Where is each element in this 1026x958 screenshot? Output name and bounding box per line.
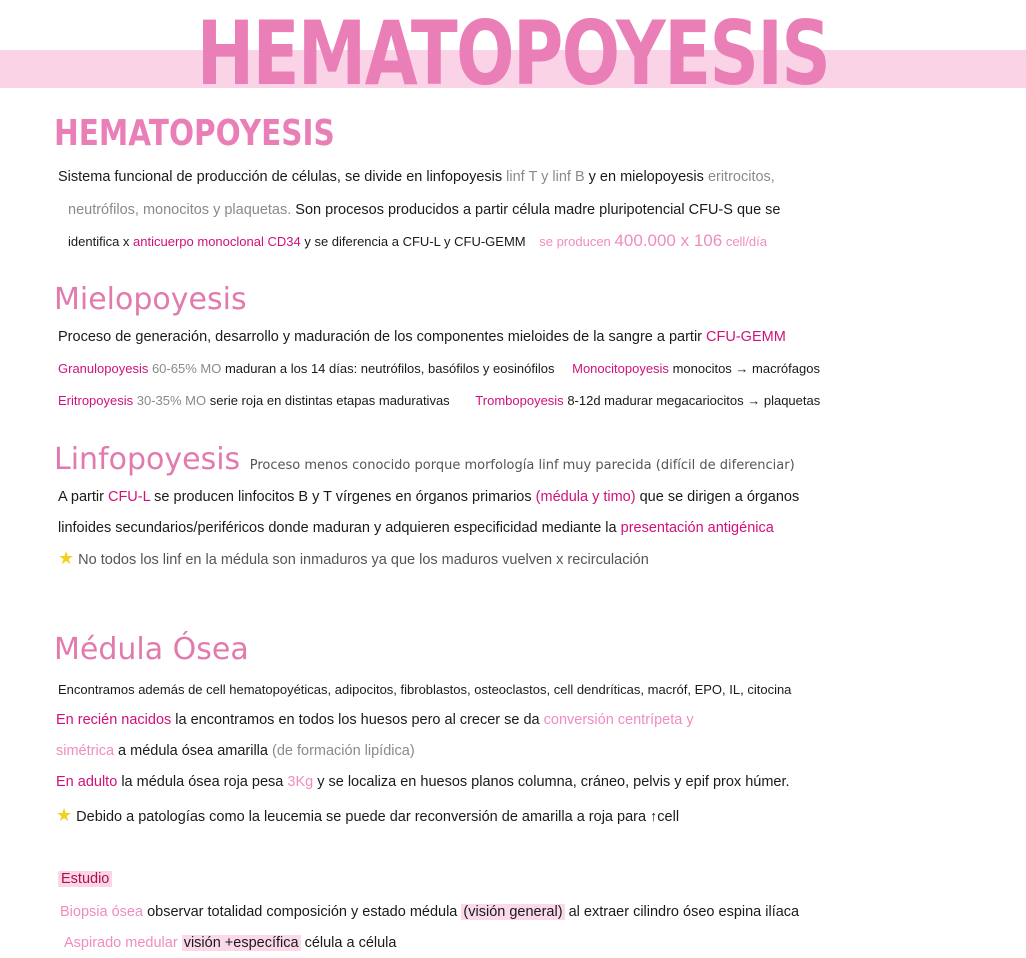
medula-line-3 bbox=[56, 740, 415, 762]
hemato-line-1 bbox=[58, 166, 775, 188]
estudio-heading bbox=[58, 868, 112, 890]
text: al extraer cilindro óseo espina ilíaca bbox=[568, 904, 800, 920]
text: serie roja en distintas etapas madurativas bbox=[209, 393, 450, 408]
mielo-line-3 bbox=[58, 390, 820, 412]
text-vision-especifica: visión +específica bbox=[183, 935, 299, 951]
text: a médula ósea amarilla bbox=[118, 743, 268, 759]
text: que se dirigen a órganos bbox=[639, 489, 800, 505]
text: célula a célula bbox=[304, 935, 397, 951]
text-cfu-gemm: CFU-GEMM bbox=[706, 329, 786, 345]
text-percent: 60-65% MO bbox=[151, 361, 222, 376]
text-percent: 30-35% MO bbox=[136, 393, 207, 408]
hemato-line-2 bbox=[68, 199, 781, 221]
text-simetrica: simétrica bbox=[56, 743, 115, 759]
text-conversion: conversión centrípeta y bbox=[543, 712, 694, 728]
estudio-line-1 bbox=[60, 901, 799, 923]
text-cells: neutrófilos, monocitos y plaquetas. bbox=[68, 202, 292, 218]
text-presentacion: presentación antigénica bbox=[620, 520, 774, 536]
text-trombopoyesis: Trombopoyesis bbox=[475, 393, 564, 408]
text: se producen linfocitos B y T vírgenes en órganos primarios bbox=[154, 489, 532, 505]
linfo-line-2 bbox=[58, 517, 774, 539]
text: Sistema funcional de producción de células, se divide en linfopoyesis bbox=[58, 169, 503, 185]
section-title-mielopoyesis: Mielopoyesis bbox=[54, 282, 247, 317]
text-unidad: cell/día bbox=[725, 234, 768, 249]
text-biopsia: Biopsia ósea bbox=[60, 904, 144, 920]
hemato-line-3 bbox=[68, 230, 767, 253]
text-eritrocitos: eritrocitos, bbox=[707, 169, 775, 185]
text: la médula ósea roja pesa bbox=[121, 774, 284, 790]
title-text: Linfopoyesis bbox=[54, 442, 241, 477]
text-en-adulto: En adulto bbox=[56, 774, 118, 790]
text-cd34: anticuerpo monoclonal CD34 bbox=[133, 234, 301, 249]
linfo-line-3 bbox=[58, 547, 649, 571]
text: la encontramos en todos los huesos pero al crecer se da bbox=[175, 712, 540, 728]
page-title: HEMATOPOYESIS bbox=[196, 2, 830, 105]
text-producen: se producen bbox=[539, 234, 611, 249]
medula-line-5 bbox=[56, 804, 679, 828]
estudio-title: Estudio bbox=[58, 871, 112, 887]
section-title-medula: Médula Ósea bbox=[54, 632, 249, 667]
text-cantidad: 400.000 x 106 bbox=[614, 231, 723, 250]
text: Encontramos además de cell hematopoyéticas, adipocitos, fibroblastos, osteoclastos, cell dendríticas, macróf, EPO, IL, citocina bbox=[58, 682, 792, 697]
text: Proceso de generación, desarrollo y maduración de los componentes mieloides de la sangre a partir bbox=[58, 329, 703, 345]
text: Debido a patologías como la leucemia se puede dar reconversión de amarilla a roja para ↑cell bbox=[76, 809, 680, 825]
text: monocitos → macrófagos bbox=[672, 361, 820, 376]
medula-line-4 bbox=[56, 771, 790, 793]
star-icon: ★ bbox=[58, 548, 75, 568]
text-aspirado: Aspirado medular bbox=[64, 935, 178, 951]
text-cfu-l: CFU-L bbox=[107, 489, 151, 505]
mielo-line-1 bbox=[58, 326, 786, 348]
text-formacion: (de formación lipídica) bbox=[272, 743, 415, 759]
text: y se diferencia a CFU-L y CFU-GEMM bbox=[304, 234, 526, 249]
estudio-line-2 bbox=[64, 932, 396, 954]
text-vision-general: (visión general) bbox=[463, 904, 563, 920]
text-monocitopoyesis: Monocitopoyesis bbox=[572, 361, 669, 376]
text-medula-timo: (médula y timo) bbox=[535, 489, 636, 505]
mielo-line-2 bbox=[58, 358, 820, 380]
text: 8-12d madurar megacariocitos → plaquetas bbox=[567, 393, 821, 408]
text-recien-nacidos: En recién nacidos bbox=[56, 712, 172, 728]
star-icon: ★ bbox=[56, 805, 73, 825]
text-peso: 3Kg bbox=[287, 774, 314, 790]
text: A partir bbox=[58, 489, 104, 505]
text: identifica x bbox=[68, 234, 130, 249]
text: Son procesos producidos a partir célula madre pluripotencial CFU-S que se bbox=[295, 202, 781, 218]
text: maduran a los 14 días: neutrófilos, basófilos y eosinófilos bbox=[224, 361, 555, 376]
text: y en mielopoyesis bbox=[588, 169, 704, 185]
medula-line-2 bbox=[56, 709, 694, 731]
section-title-linfopoyesis bbox=[54, 442, 795, 484]
text: linfoides secundarios/periféricos donde maduran y adquieren especificidad mediante la bbox=[58, 520, 617, 536]
section-title-hematopoyesis: HEMATOPOYESIS bbox=[54, 113, 335, 154]
text: y se localiza en huesos planos columna, cráneo, pelvis y epif prox húmer. bbox=[317, 774, 790, 790]
text: observar totalidad composición y estado médula bbox=[147, 904, 458, 920]
linfo-line-1 bbox=[58, 486, 799, 508]
text: No todos los linf en la médula son inmaduros ya que los maduros vuelven x recirculación bbox=[78, 552, 649, 568]
text-linf: linf T y linf B bbox=[506, 169, 585, 185]
text-granulopoyesis: Granulopoyesis bbox=[58, 361, 149, 376]
text-eritropoyesis: Eritropoyesis bbox=[58, 393, 134, 408]
medula-line-1 bbox=[58, 679, 791, 701]
title-note: Proceso menos conocido porque morfología linf muy parecida (difícil de diferenciar) bbox=[249, 458, 795, 473]
